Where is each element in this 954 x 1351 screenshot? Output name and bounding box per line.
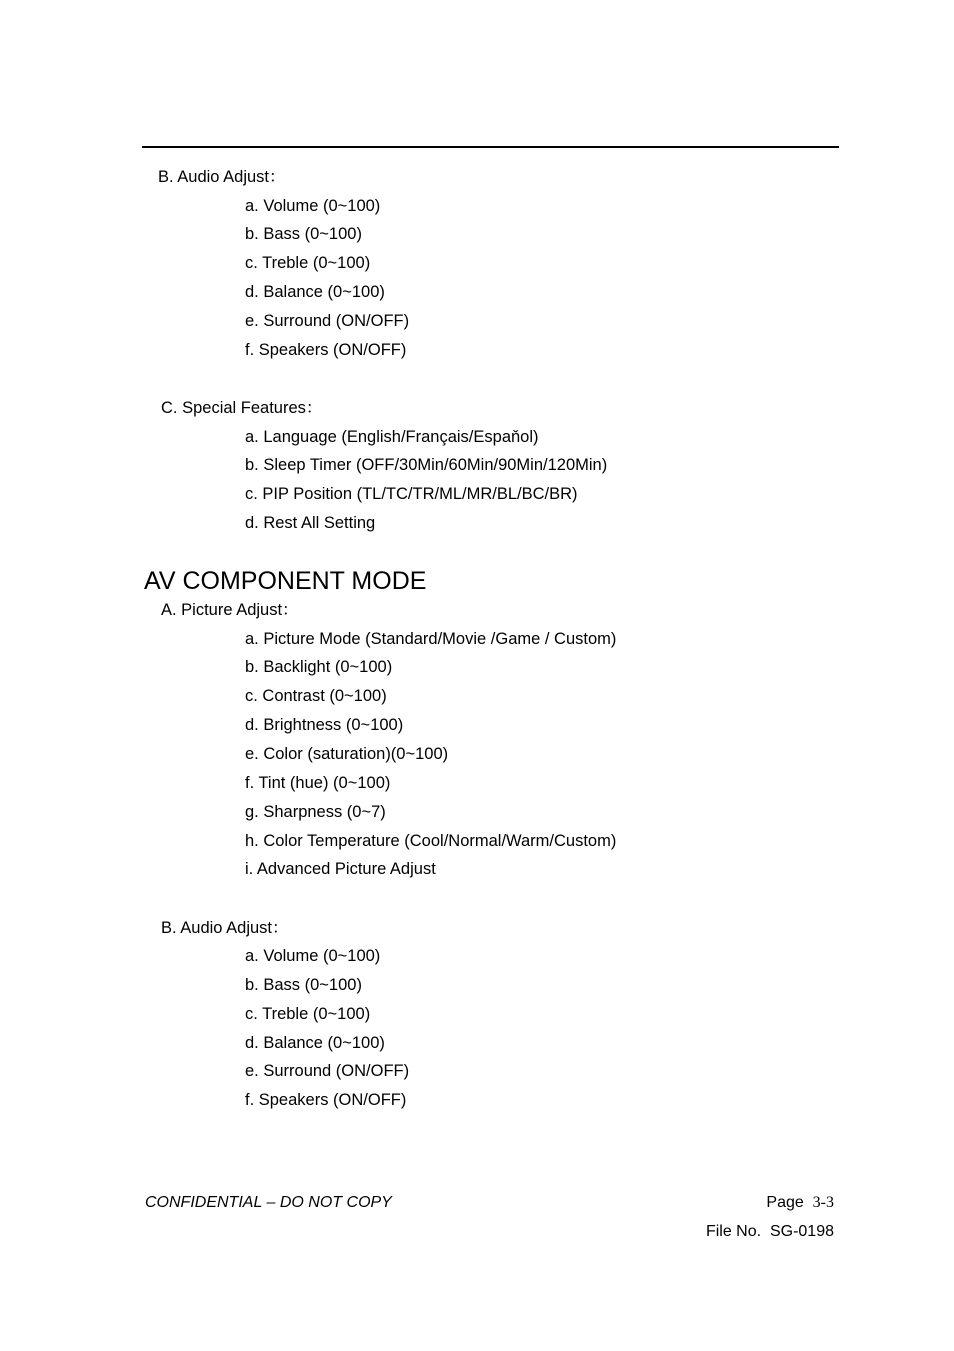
list-item: b. Backlight (0~100) [245, 658, 393, 676]
av-component-mode-title: AV COMPONENT MODE [144, 567, 427, 595]
page-number-value: 3-3 [812, 1194, 834, 1211]
list-item: a. Picture Mode (Standard/Movie /Game / Custom) [245, 630, 617, 648]
list-item: d. Balance (0~100) [245, 1034, 385, 1052]
file-number-value: SG-0198 [769, 1223, 834, 1240]
list-item: c. Treble (0~100) [245, 1005, 371, 1023]
list-item: c. PIP Position (TL/TC/TR/ML/MR/BL/BC/BR) [245, 485, 578, 503]
confidential-notice: CONFIDENTIAL – DO NOT COPY [145, 1194, 392, 1211]
list-item: i. Advanced Picture Adjust [245, 860, 436, 878]
audio-adjust-heading: B. Audio Adjust： [158, 168, 286, 186]
list-item: f. Speakers (ON/OFF) [245, 341, 407, 359]
list-item: d. Rest All Setting [245, 514, 376, 532]
list-item: d. Brightness (0~100) [245, 716, 404, 734]
list-item: a. Volume (0~100) [245, 197, 381, 215]
list-item: b. Bass (0~100) [245, 225, 362, 243]
list-item: c. Contrast (0~100) [245, 687, 387, 705]
file-label: File No. [705, 1223, 762, 1240]
list-item: a. Language (English/Français/Espaňol) [245, 428, 539, 446]
list-item: g. Sharpness (0~7) [245, 803, 386, 821]
list-item: c. Treble (0~100) [245, 254, 371, 272]
list-item: e. Color (saturation)(0~100) [245, 745, 449, 763]
list-item: d. Balance (0~100) [245, 283, 385, 301]
list-item: f. Speakers (ON/OFF) [245, 1091, 407, 1109]
page-number [766, 1193, 834, 1213]
picture-adjust-heading: A. Picture Adjust： [161, 601, 299, 619]
list-item: h. Color Temperature (Cool/Normal/Warm/Custom) [245, 832, 617, 850]
special-features-heading: C. Special Features： [161, 399, 323, 417]
list-item: b. Bass (0~100) [245, 976, 362, 994]
page-label: Page [766, 1194, 804, 1211]
list-item: b. Sleep Timer (OFF/30Min/60Min/90Min/120Min) [245, 456, 608, 474]
list-item: e. Surround (ON/OFF) [245, 312, 410, 330]
header-rule [142, 146, 839, 148]
list-item: f. Tint (hue) (0~100) [245, 774, 391, 792]
audio-adjust-heading: B. Audio Adjust： [161, 919, 289, 937]
file-number [706, 1222, 834, 1242]
list-item: e. Surround (ON/OFF) [245, 1062, 410, 1080]
list-item: a. Volume (0~100) [245, 947, 381, 965]
